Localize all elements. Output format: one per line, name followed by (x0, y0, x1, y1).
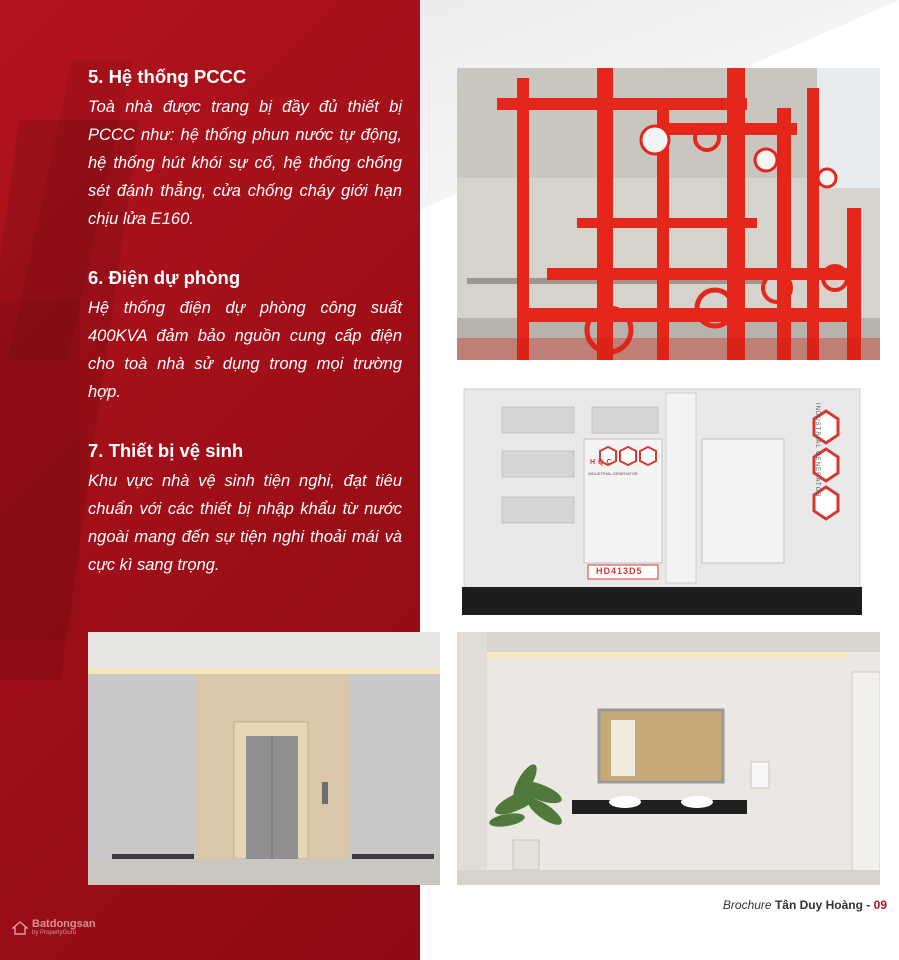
elevator-lobby-photo (88, 632, 440, 885)
footer-separator: - (866, 898, 871, 912)
generator-side-text: INDUSTRIAL GENERATOR (814, 403, 820, 498)
watermark-sub: by PropertyGuru (32, 930, 77, 936)
section-fire-protection (88, 64, 402, 233)
section-title: 6. Điện dự phòng (88, 267, 241, 288)
house-logo-icon (12, 921, 28, 935)
generator-brand: HQC (590, 459, 615, 466)
generator-subtitle: INDUSTRIAL GENERATOR (588, 471, 638, 476)
generator-photo (462, 385, 862, 618)
section-body: Khu vực nhà vệ sinh tiện nghi, đạt tiêu chuẩn với các thiết bị nhập khẩu từ nước ngoài mang đến sự tiện nghi thoải mái và cực kì sang trọng. (88, 472, 402, 574)
section-sanitary (88, 438, 402, 579)
generator-model: HD413D5 (596, 566, 643, 576)
section-backup-power (88, 265, 402, 406)
footer-project-name: Tân Duy Hoàng (774, 898, 863, 912)
section-body: Hệ thống điện dự phòng công suất 400KVA đảm bảo nguồn cung cấp điện cho toà nhà sử dụng trong mọi trường hợp. (88, 299, 402, 401)
footer-doc-label: Brochure (722, 898, 772, 912)
section-title: 7. Thiết bị vệ sinh (88, 440, 244, 461)
page-footer (723, 898, 887, 912)
section-title: 5. Hệ thống PCCC (88, 66, 247, 87)
bathroom-photo (457, 632, 880, 885)
batdongsan-watermark (12, 918, 96, 937)
section-body: Toà nhà được trang bị đầy đủ thiết bị PCCC như: hệ thống phun nước tự động, hệ thống hút khói sự cố, hệ thống chống sét đánh thẳng, cửa chống cháy giới hạn chịu lửa E160. (88, 98, 402, 228)
fire-pipes-photo (457, 68, 880, 360)
watermark-brand: Batdongsan (32, 918, 96, 930)
page-number: 09 (873, 898, 887, 912)
building-silhouette (0, 300, 80, 640)
